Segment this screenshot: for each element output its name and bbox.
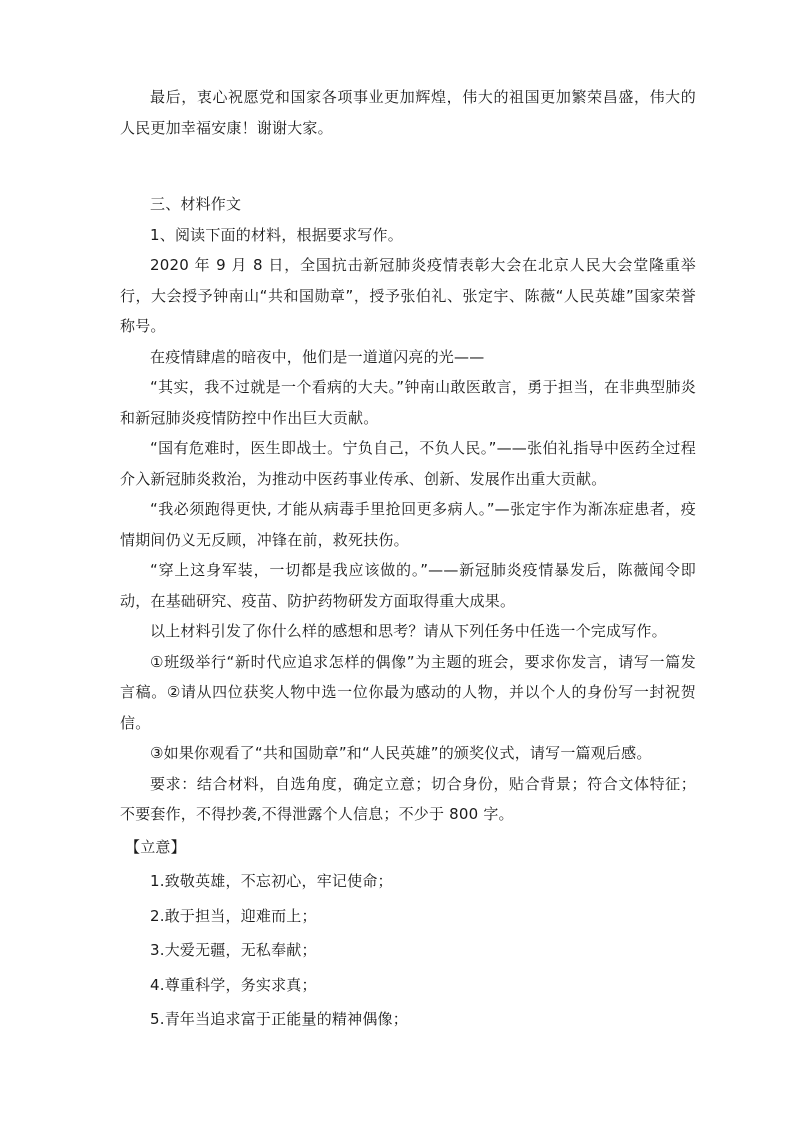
section-spacer	[120, 143, 696, 189]
closing-paragraph: 最后，衷心祝愿党和国家各项事业更加辉煌，伟大的祖国更加繁荣昌盛，伟大的人民更加幸福安康！谢谢大家。	[120, 88, 696, 137]
liyi-item: 3.大爱无疆，无私奉献；	[150, 941, 317, 959]
material-paragraph-zhang-dingyu: “我必须跑得更快, 才能从病毒手里抢回更多病人。”—张定宇作为渐冻症患者，疫情期间仍义无反顾，冲锋在前，救死扶伤。	[120, 500, 696, 549]
liyi-section	[120, 830, 696, 1037]
liyi-item: 2.敢于担当，迎难而上；	[150, 906, 317, 925]
task-option-3: ③如果你观看了“共和国勋章”和“人民英雄”的颁奖仪式，请写一篇观后感。	[150, 744, 652, 762]
material-paragraph-light: 在疫情肆虐的暗夜中，他们是一道道闪亮的光——	[150, 347, 485, 366]
task-intro: 1、阅读下面的材料，根据要求写作。	[150, 225, 403, 244]
liyi-item: 4.尊重科学，务实求真；	[150, 975, 317, 994]
material-paragraph-zhong-nanshan: “其实，我不过就是一个看病的大夫。”钟南山敢医敢言，勇于担当，在非典型肺炎和新冠肺炎疫情防控中作出巨大贡献。	[120, 378, 696, 427]
liyi-item: 1.致敬英雄，不忘初心，牢记使命；	[150, 872, 393, 890]
document-body	[120, 82, 696, 1037]
material-paragraph-zhang-boli: “国有危难时，医生即战士。宁负自己，不负人民。”——张伯礼指导中医药全过程介入新冠肺炎救治，为推动中医药事业传承、创新、发展作出重大贡献。	[120, 439, 696, 488]
material-paragraph-event: 2020 年 9 月 8 日，全国抗击新冠肺炎疫情表彰大会在北京人民大会堂隆重举行，大会授予钟南山“共和国勋章”，授予张伯礼、张定宇、陈薇“人民英雄”国家荣誉称号。	[120, 256, 696, 335]
liyi-heading: 【立意】	[125, 837, 186, 856]
material-paragraph-chen-wei: “穿上这身军装，一切都是我应该做的。”——新冠肺炎疫情暴发后，陈薇闻令即动，在基础研究、疫苗、防护药物研发方面取得重大成果。	[120, 561, 696, 610]
writing-prompt: 以上材料引发了你什么样的感想和思考？请从下列任务中任选一个完成写作。	[150, 622, 667, 640]
section-heading: 三、材料作文	[150, 195, 242, 213]
task-options-1-2: ①班级举行“新时代应追求怎样的偶像”为主题的班会，要求你发言，请写一篇发言稿。②请从四位获奖人物中选一位你最为感动的人物，并以个人的身份写一封祝贺信。	[120, 652, 696, 732]
requirements: 要求：结合材料，自选角度，确定立意；切合身份，贴合背景；符合文体特征；不要套作，不得抄袭,不得泄露个人信息；不少于 800 字。	[120, 774, 696, 823]
liyi-item: 5.青年当追求富于正能量的精神偶像；	[150, 1010, 408, 1028]
